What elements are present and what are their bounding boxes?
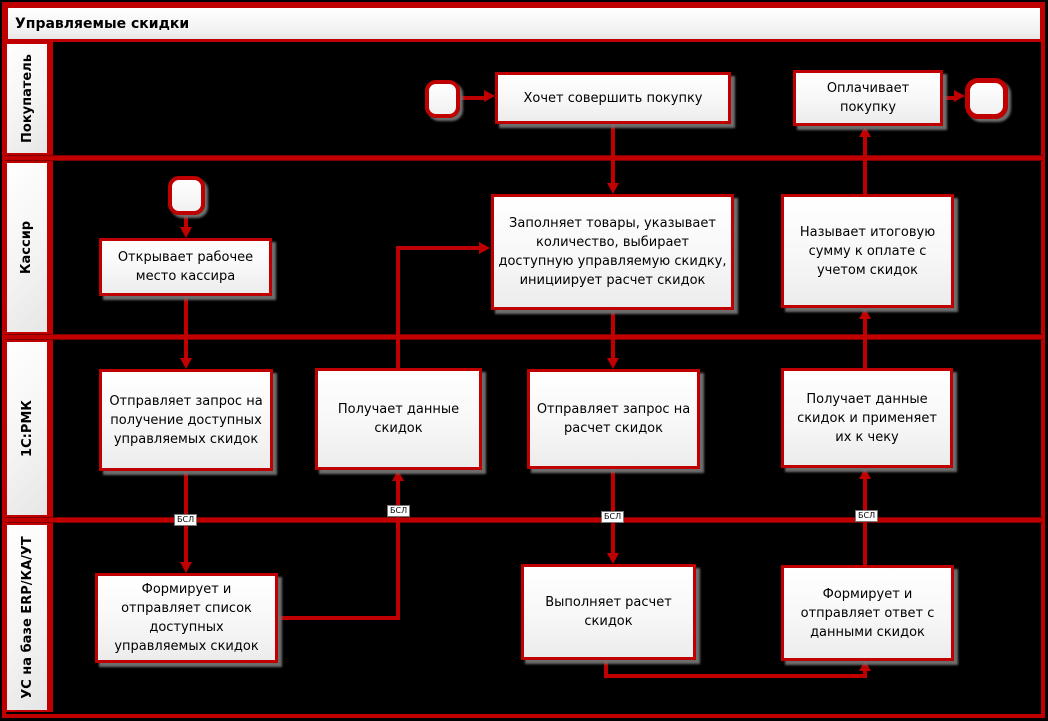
task-receive-discount-data: Получает данные скидок (315, 368, 482, 470)
flow-line (611, 310, 615, 359)
task-receive-apply-discounts: Получает данные скидок и применяет их к чеку (781, 368, 953, 468)
flow-line (863, 670, 867, 678)
flow-line (611, 124, 615, 186)
lane-separator (5, 334, 1043, 340)
arrow-up-icon (859, 660, 871, 671)
lane-label: УС на базе ERP/КА/УТ (19, 536, 35, 699)
end-event-buyer (965, 78, 1008, 119)
bsl-badge: БСЛ (601, 511, 624, 523)
flow-line (396, 246, 481, 250)
task-send-list-request: Отправляет запрос на получение доступных управляемых скидок (99, 369, 273, 471)
lane-label: 1С:РМК (19, 400, 35, 457)
arrow-down-icon (607, 358, 619, 369)
bsl-badge: БСЛ (387, 505, 410, 517)
arrow-right-icon (479, 242, 490, 254)
arrow-down-icon (180, 562, 192, 573)
lane-label: Кассир (19, 220, 35, 275)
task-form-send-response: Формирует и отправляет ответ с данными скидок (781, 565, 954, 661)
arrow-up-icon (392, 470, 404, 481)
arrow-down-icon (607, 183, 619, 194)
task-pay-purchase: Оплачивает покупку (793, 70, 943, 126)
flow-line (604, 674, 867, 678)
task-fill-goods: Заполняет товары, указывает количество, выбирает доступную управляемую скидку, инициирует расчет скидок (491, 194, 734, 310)
task-announce-total: Называет итоговую сумму к оплате с учетом скидок (781, 194, 954, 308)
flow-line (863, 136, 867, 194)
lane-header-erp (5, 523, 49, 712)
flow-line (396, 246, 400, 368)
task-want-purchase: Хочет совершить покупку (495, 72, 731, 124)
start-event-cashier (168, 176, 205, 215)
bsl-badge: БСЛ (174, 514, 197, 526)
flow-line (863, 318, 867, 368)
arrow-down-icon (180, 358, 192, 369)
task-perform-calc: Выполняет расчет скидок (521, 564, 696, 660)
flow-line (278, 616, 400, 620)
flow-line (184, 296, 188, 359)
start-event-buyer (425, 80, 460, 118)
arrow-up-icon (859, 126, 871, 137)
arrow-right-icon (954, 90, 965, 102)
arrow-down-icon (180, 227, 192, 238)
flow-line (458, 96, 486, 100)
lane-label: Покупатель (19, 54, 35, 143)
task-form-send-list: Формирует и отправляет список доступных управляемых скидок (95, 573, 278, 663)
arrow-down-icon (607, 553, 619, 564)
bsl-badge: БСЛ (855, 510, 878, 522)
diagram-title-bar (5, 5, 1043, 42)
arrow-up-icon (859, 308, 871, 319)
arrow-up-icon (859, 468, 871, 479)
page-title: Управляемые скидки (15, 15, 190, 32)
task-open-workplace: Открывает рабочее место кассира (99, 238, 272, 296)
lane-header-cashier (5, 161, 49, 334)
flow-line (396, 480, 400, 620)
lane-separator (5, 155, 1043, 161)
arrow-right-icon (484, 90, 495, 102)
lane-separator (5, 517, 1043, 523)
lane-header-rmk (5, 340, 49, 517)
lane-header-buyer (5, 42, 49, 155)
task-send-calc-request: Отправляет запрос на расчет скидок (527, 369, 700, 469)
